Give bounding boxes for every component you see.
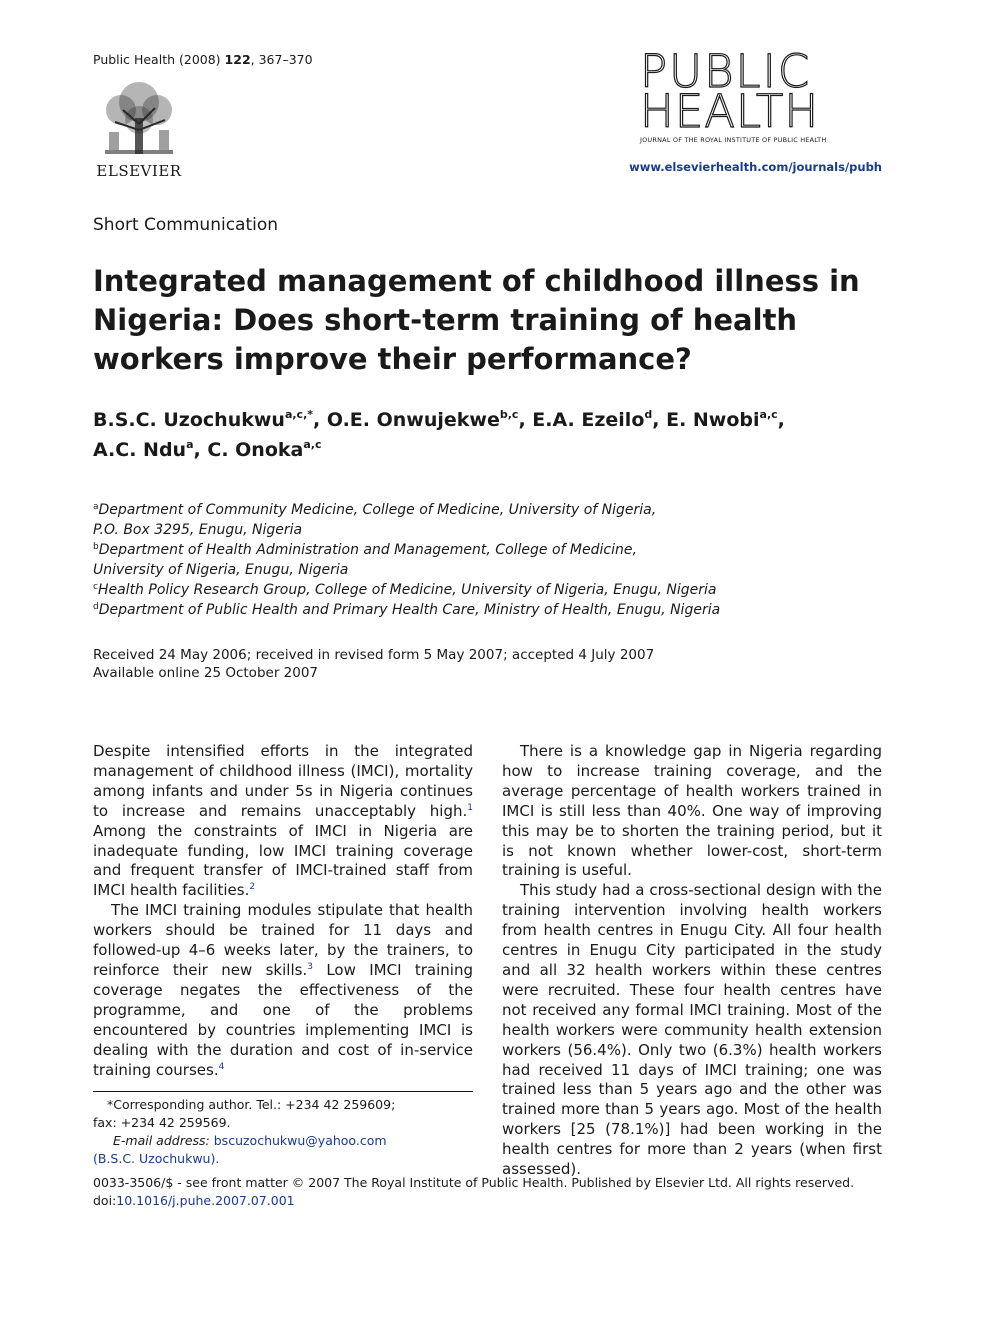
- body-column-left: [93, 742, 473, 1080]
- reference-link[interactable]: 1: [467, 802, 473, 813]
- journal-citation: Public Health (2008) 122, 367–370: [93, 52, 313, 67]
- corresponding-author-footnote: *Corresponding author. Tel.: +234 42 259609; fax: +234 42 259569. E-mail address: bscuzochukwu@yahoo.com (B.S.C. Uzochukwu).: [93, 1096, 473, 1168]
- reference-link[interactable]: 3: [307, 961, 313, 972]
- journal-url-link[interactable]: www.elsevierhealth.com/journals/pubh: [629, 160, 882, 174]
- author-name-link[interactable]: (B.S.C. Uzochukwu).: [93, 1151, 220, 1166]
- affiliation: $^d$Department of Public Health and Primary Health Care, Ministry of Health, Enugu, Nigeria: [93, 602, 721, 618]
- received-dates: Received 24 May 2006; received in revised form 5 May 2007; accepted 4 July 2007: [93, 647, 655, 663]
- reference-link[interactable]: 4: [218, 1061, 225, 1072]
- affiliation: $^a$Department of Community Medicine, College of Medicine, University of Nigeria, P.O. Box 3295, Enugu, Nigeria: [93, 502, 657, 538]
- journal-name-line1: PUBLIC: [640, 45, 812, 98]
- author-list: B.S.C. Uzochukwu$^{a,c,*}$, O.E. Onwujekwe$^{b,c}$, E.A. Ezeilo$^d$, E. Nwobi$^{a,c}$, A.C. Ndu$^a$, C. Onoka$^{a,c}$: [93, 408, 785, 461]
- journal-masthead: [640, 45, 882, 144]
- email-link[interactable]: bscuzochukwu@yahoo.com: [213, 1133, 387, 1148]
- doi-link[interactable]: 10.1016/j.puhe.2007.07.001: [116, 1193, 295, 1208]
- author[interactable]: C. Onoka$^{a,c}$: [207, 438, 322, 461]
- paragraph: The IMCI training modules stipulate that health workers should be trained for 11 days and followed-up 4–6 weeks later, by the trainers, to reinforce their new skills.$^3$ Low IMCI training coverage negates the effectiveness of the programme, and one of the problems encountered by countries implementing IMCI is dealing with the duration and cost of in-service training courses.$^4$: [93, 901, 473, 1079]
- copyright-footer: 0033-3506/$ - see front matter © 2007 The Royal Institute of Public Health. Published by Elsevier Ltd. All rights reserved. doi:10.1016/j.puhe.2007.07.001: [93, 1175, 855, 1208]
- body-column-right: [502, 742, 882, 1180]
- article-dates: [93, 646, 654, 682]
- affiliations: [93, 500, 893, 620]
- author[interactable]: A.C. Ndu$^a$: [93, 438, 194, 461]
- journal-subtitle: JOURNAL OF THE ROYAL INSTITUTE OF PUBLIC HEALTH: [640, 136, 827, 144]
- paragraph: Despite intensified efforts in the integrated management of childhood illness (IMCI), mortality among infants and under 5s in Nigeria continues to increase and remains unacceptably high.$^1$ Among the constraints of IMCI in Nigeria are inadequate funding, low IMCI training coverage and frequent transfer of IMCI-trained staff from IMCI health facilities.$^2$: [93, 742, 473, 900]
- journal-name-line2: HEALTH: [640, 85, 820, 138]
- paragraph: There is a knowledge gap in Nigeria regarding how to increase training coverage, and the average percentage of health workers trained in IMCI is still less than 40%. One way of improving this may be to shorten the training period, but it is not known whether lower-cost, short-term training is useful.: [502, 742, 882, 880]
- elsevier-tree-icon: [95, 80, 183, 158]
- author[interactable]: B.S.C. Uzochukwu$^{a,c,*}$: [93, 408, 314, 431]
- elsevier-logo: [93, 80, 185, 180]
- author[interactable]: O.E. Onwujekwe$^{b,c}$: [326, 408, 519, 431]
- publisher-name: ELSEVIER: [96, 162, 182, 180]
- footnote-divider: [93, 1091, 473, 1092]
- article-title: Integrated management of childhood illness in Nigeria: Does short-term training of health workers improve their performance?: [93, 264, 860, 376]
- author[interactable]: E.A. Ezeilo$^d$: [532, 408, 653, 431]
- article-section: Short Communication: [93, 215, 279, 235]
- affiliation: $^b$Department of Health Administration and Management, College of Medicine, University of Nigeria, Enugu, Nigeria: [93, 542, 637, 578]
- reference-link[interactable]: 2: [249, 882, 256, 893]
- author[interactable]: E. Nwobi$^{a,c}$: [666, 408, 778, 431]
- paragraph: This study had a cross-sectional design with the training intervention involving health workers from health centres in Enugu City. All four health centres in Enugu City participated in the study and all 32 health workers within these centres were recruited. These four health centres have not received any formal IMCI training. Most of the health workers were community health extension workers (56.4%). Only two (6.3%) health workers had received 11 days of IMCI training; one was trained less than 5 years ago and the other was trained more than 5 years ago. Most of the health workers [25 (78.1%)] had been working in the health centres for more than 2 years (when first assessed).: [502, 881, 882, 1179]
- affiliation: $^c$Health Policy Research Group, College of Medicine, University of Nigeria, Enugu, Nigeria: [93, 582, 717, 598]
- available-online: Available online 25 October 2007: [93, 665, 319, 681]
